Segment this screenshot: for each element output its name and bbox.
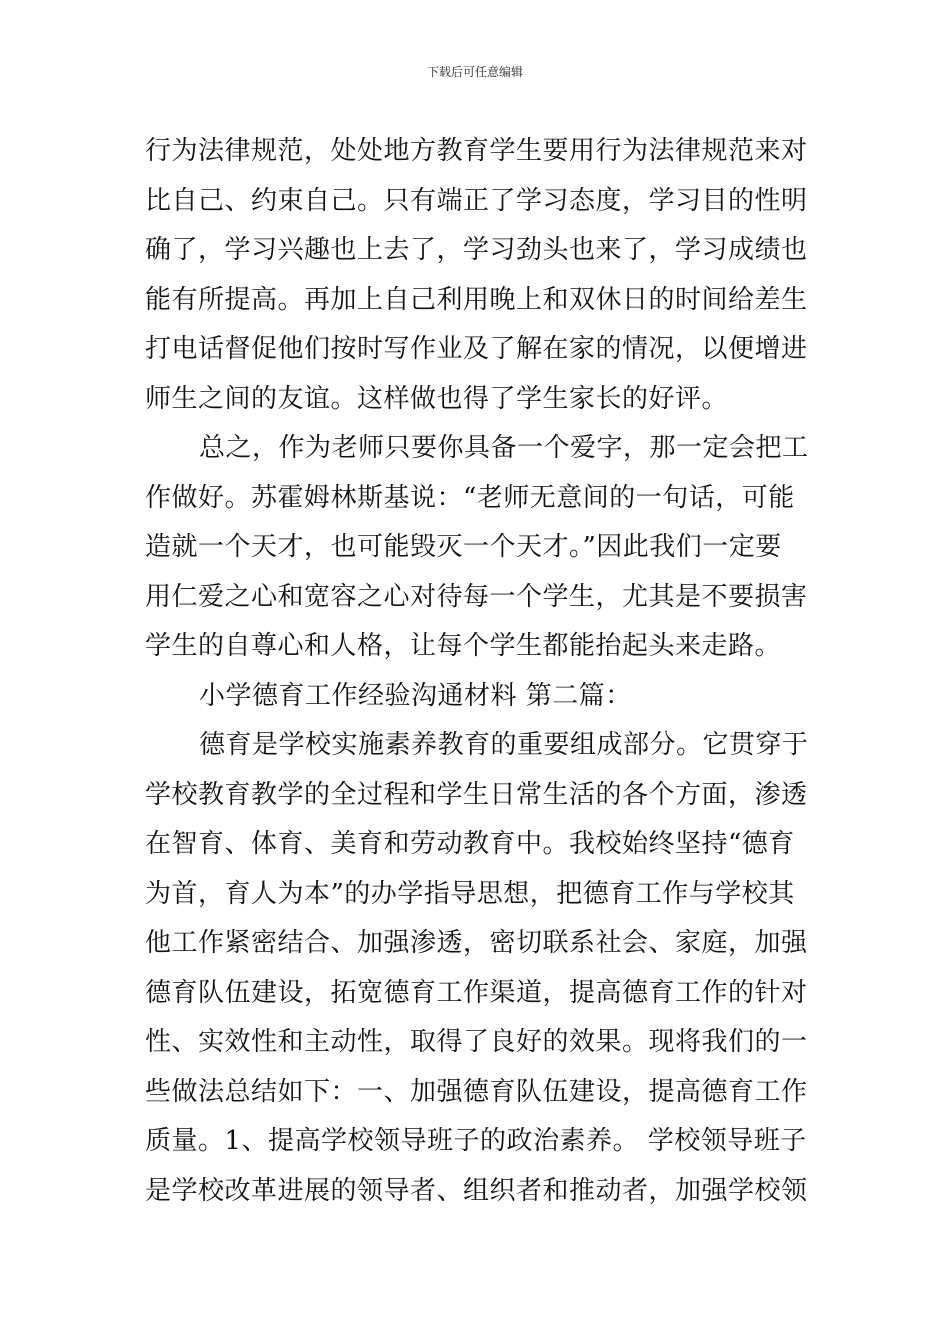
text-line: 性、实效性和主动性，取得了良好的效果。现将我们的一 — [145, 1027, 808, 1057]
text-line: 在智育、体育、美育和劳动教育中。我校始终坚持“德育 — [145, 829, 795, 859]
text-line: 用仁爱之心和宽容之心对待每一个学生，尤其是不要损害 — [145, 581, 808, 612]
text-line: 师生之间的友谊。这样做也得了学生家长的好评。 — [145, 383, 729, 414]
text-line: 为首，育人为本”的办学指导思想，把德育工作与学校其 — [145, 878, 795, 909]
text-line: 打电话督促他们按时写作业及了解在家的情况，以便增进 — [145, 334, 808, 364]
text-line: 作做好。苏霍姆林斯基说：“老师无意间的一句话，可能 — [145, 482, 795, 513]
text-line: 些做法总结如下：一、加强德育队伍建设，提高德育工作 — [145, 1076, 808, 1107]
document-body — [145, 127, 815, 1216]
paragraph-start-line: 德育是学校实施素养教育的重要组成部分。它贯穿于 — [199, 730, 809, 760]
text-line: 比自己、约束自己。只有端正了学习态度，学习目的性明 — [145, 185, 808, 216]
text-line: 行为法律规范，处处地方教育学生要用行为法律规范来对 — [145, 136, 808, 166]
text-line: 他工作紧密结合、加强渗透，密切联系社会、家庭，加强 — [145, 928, 808, 958]
text-line: 质量。1、提高学校领导班子的政治素养。 学校领导班子 — [145, 1126, 807, 1156]
paragraph-start-line: 总之，作为老师只要你具备一个爱字，那一定会把工 — [199, 433, 809, 463]
text-line: 造就一个天才，也可能毁灭一个天才。”因此我们一定要 — [145, 532, 782, 562]
section-heading: 小学德育工作经验沟通材料 第二篇： — [199, 680, 632, 711]
text-line: 确了，学习兴趣也上去了，学习劲头也来了，学习成绩也 — [145, 235, 808, 265]
text-line: 是学校改革进展的领导者、组织者和推动者，加强学校领 — [145, 1175, 808, 1206]
text-line: 学校教育教学的全过程和学生日常生活的各个方面，渗透 — [145, 779, 808, 810]
page-header: 下载后可任意编辑 — [426, 65, 523, 79]
text-line: 德育队伍建设，拓宽德育工作渠道，提高德育工作的针对 — [145, 977, 808, 1008]
text-line: 学生的自尊心和人格，让每个学生都能抬起头来走路。 — [145, 631, 782, 661]
text-line: 能有所提高。再加上自己利用晚上和双休日的时间给差生 — [145, 284, 808, 315]
